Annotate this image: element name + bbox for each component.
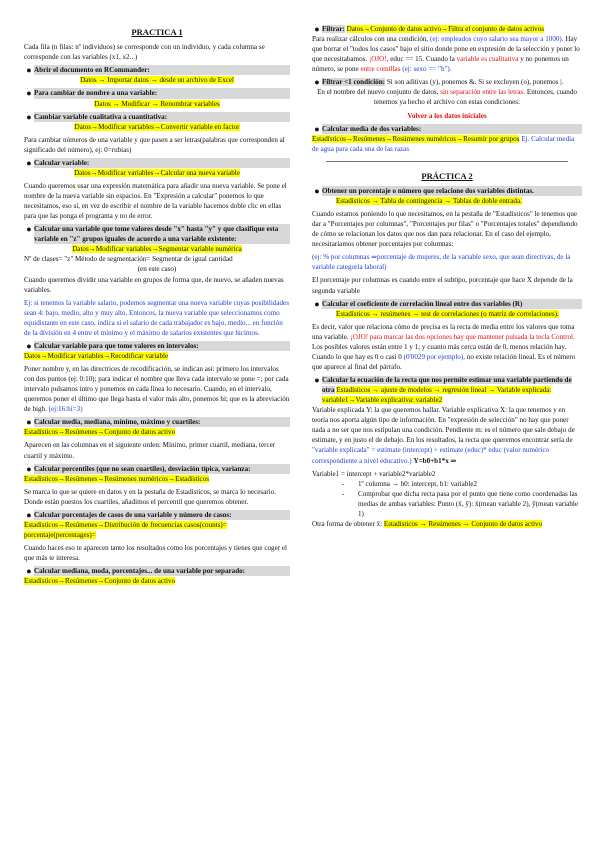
bullet-icon: ● [26,157,32,168]
s5-line1: Nº de clases= "z" Método de segmentación= Segmentar de igual cantidad [24,255,233,264]
section-divider [326,161,568,162]
s5-example: Ej: si tenemos la variable salario, podemos segmentar una nueva variable cuyas posibilidades sean 4: bajo, medio, alto y muy alto. Entonces, la nueva variable que seleccionamos como equidistante en este caso, indica si el salario de cada trabajador es bajo, medio... en función de la división en 4 entre el mínimo y el máximo de salarios existentes que hicimos. [24,298,289,337]
s1-path: Datos → Importar datos → desde un archivo de Excel [80,76,234,85]
p2s3-text: Variable explicada Y: la que queremos hallar. Variable explicativa X: la que tenemos y en teoría nos aporta algún tipo de información. En "expresión de selección" no hay que poner nada a no ser que nos estipulan una condición. Pendiente m: es el número que sale debajo de estimate, y en justo el de debajo. En los resultados, la recta que queremos encontrar sería de "variable explicada" = estimate (intercept) + estimate (educ)* educ (valor numérico correspondiente a nivel educativo.) Y=b0+b1*x ⇒ [312,406,575,465]
s5-text: Cuando queremos dividir una variable en grupos de forma que, de nuevo, se añaden nuevas variables. [24,275,284,294]
p2s1-example: (ej: % por columnas ⇒porcentaje de mujeres, de la variable sexo, que sean directivas, de la variable categoría laboral) [312,253,571,272]
s7-text: Aparecen en las columnas en el siguiente orden: Mínimo, primer cuartil, mediana, tercer cuartil y máximo. [24,441,276,460]
right-column [312,24,582,532]
bullet-icon: ● [26,65,32,76]
s1-heading: ● Abrir el documento en RCommander: [24,65,290,75]
p2s3-sub1: - 1º columna → b0: intercept, b1: variable2 [342,479,478,488]
p2s3-heading: ● Calcular la ecuación de la recta que nos permite estimar una variable partiendo de otra Estadísticos → ajuste de modelos → regresión lineal → Variable explicada: variable1→Variable explicativa: variable2 [312,375,582,405]
bullet-icon: ● [26,340,32,351]
s10-path: Estadísticos→Resúmenes→Conjunto de datos activo [24,577,176,586]
p2s2-path: Estadísticos → resúmenes → test de correlaciones (o matriz de correlaciones). [336,309,559,318]
bullet-icon: ● [26,417,32,428]
bullet-icon: ● [314,298,320,309]
filtrar2-heading: ● Filtrar <1 condición: Si son aditivas (y), ponemos &. Si se excluyen (o), ponemos |. [312,77,582,87]
bullet-icon: ● [26,88,32,99]
volver-text: Volver a los datos iniciales [407,111,487,120]
p2s3-other: Otra forma de obtener x̄: Estadísticos → Resúmenes → Conjunto de datos activo [312,519,543,528]
filtrar-heading: ● Filtrar: Datos→Conjunto de datos activo→Filtra el conjunto de datos activos [312,24,582,34]
practica1-title: PRACTICA 1 [131,27,183,37]
s3-text: Para cambiar números de una variable y que pasen a ser letras(palabras que corresponden al significado del número), ej: 0=rubias) [24,135,285,154]
p2s2-text: Es decir, valor que relaciona cómo de precisa es la recta de media entre los valores que toma una variable. ¡OJO! para marcar las dos opciones hay que mantener pulsada la tecla Control. Los posibles valores están entre 1 y 1; y cuanto más cerca están de 0, menos relación hay. Cuando lo que hay es 0 o casi 0 (0'0029 por ejemplo), no existe relación lineal. Es el número que aparece al final del párrafo. [312,322,576,371]
s5-heading: ● Calcular una variable que tome valores desde "x" hasta "y" y que clasifique esta variable en "z" grupos iguales de acuerdo a una variable existente: [24,224,290,244]
s5-line2: (en este caso) [137,265,177,274]
s9-text: Cuando haces eso te aparecen tanto los resultados como los porcentajes y tienes que coger el que más te interesa. [24,544,287,563]
bullet-icon: ● [314,77,320,88]
p2s1-text2: El porcentaje por columnas es cuando entre el subtipo, porcentaje que hace X depende de la segunda variable [312,276,573,295]
s6-text: Poner nombre y, en las directrices de recodificación, se indican así: primero los intervalos con dos puntos (ej: 0:10); para indicar el nombre que lleva cada intervalo se pone =; por cada intervalo pulsamos intro y ponemos en cada línea lo necesario. Cuando, en el intervalo, queremos poner el último que llega hasta el valor más alto, ponemos hi; que es la abreviación de high. (ej:16:hi=3) [24,365,290,414]
filtrar2-text: En el nombre del nuevo conjunto de datos, sin separación entre las letras. Entonces, cuando tenemos ya hecho el archivo con estas condiciones: [317,88,577,107]
left-column [24,26,290,589]
s4-heading: ● Calcular variable: [24,158,290,168]
p2s1-text: Cuando estamos poniendo lo que necesitamos, en la pestaña de "Estadísticos" le tenemos que dar a "Porcentajes por columnas", "Porcentajes por filas" o "Porcentajes totales" dependiendo de cómo se relacionan los datos que nos dan para relacionar. En el caso del ejemplo, necesitaríamos obtener porcentajes por columnas: [312,210,578,249]
media-path: Estadísticos→Resúmenes→Resúmenes numéricos→Resumir por grupos [312,134,520,143]
bullet-icon: ● [26,566,32,577]
s9-heading: ● Calcular porcentajes de casos de una variable y número de casos: [24,510,290,520]
intro-text: Cada fila (n filas: nº individuos) se corresponde con un individuo, y cada columna se corresponde con las variables (x1, x2...) [24,43,265,62]
s2-path: Datos → Modificar → Renombrar variables [94,99,220,108]
s4-path: Datos→Modificar variables→Calcular una nueva variable [74,168,240,177]
s3-path: Datos→Modificar variables→Convertir variable en factor [74,122,240,131]
media-heading: ● Calcular media de dos variables: [312,124,582,134]
s2-heading: ● Para cambiar de nombre a una variable: [24,88,290,98]
s8-heading: ● Calcular percentiles (que no sean cuartiles), desviación típica, varianza: [24,464,290,474]
s7-heading: ● Calcular media, mediana, mínimo, máximo y cuartiles: [24,417,290,427]
s4-text: Cuando queremos usar una expresión matemática para añadir una nueva variable. Se pone el nombre de la nueva variable sin espacios. En "Expresión a calcular" ponemos lo que necesitamos, eso sí, en vez de escribir el nombre de la variable hacemos doble clic en ellas para que las ponga el programa y no de error. [24,181,287,221]
p2s1-heading: ● Obtener un porcentaje o número que relacione dos variables distintas. [312,186,582,196]
s5-path: Datos→Modificar variables→Segmentar variable numérica [72,245,242,254]
p2s1-path: Estadísticos → Tabla de contingencia → Tablas de doble entrada. [336,197,522,206]
bullet-icon: ● [26,111,32,122]
practica2-title: PRÁCTICA 2 [421,170,473,181]
p2s2-heading: ● Calcular el coeficiente de correlación lineal entre dos variables (R) [312,299,582,309]
p2s3-sub2: - Comprobar que dicha recta pasa por el punto que tiene como coordenadas las medias de ambas variables: Punto (x̄, ȳ): x̄(mean variable 2), ȳ(mean variable 1) [342,489,579,518]
s6-heading: ● Calcular variable para que tome valores en intervalos: [24,341,290,351]
bullet-icon: ● [314,24,320,34]
s3-heading: ● Cambiar variable cualitativa a cuantitativa: [24,112,290,122]
bullet-icon: ● [314,123,320,134]
bullet-icon: ● [26,224,32,235]
s9-path: Estadísticos→Resúmenes→Distribución de frecuencias casos(counts)= porcentaje(percentages)= [24,520,227,539]
bullet-icon: ● [314,375,320,386]
s8-path: Estadísticos→Resúmenes→Resúmenes numéricos→Estadísticos [24,474,210,483]
p2s3-line: Variable1 = intercept + variable2*variable2 [312,469,436,478]
s6-path: Datos→Modificar variables→Recodificar variable [24,351,169,360]
filtrar-text: Para realizar cálculos con una condición, (ej: empleados cuyo salario sea mayor a 1000). Hay que borrar el "todos los casos" bajo el sitio donde pone en expresión de la selección y poner lo que necesitabamos. ¡OJO!, educ == 15. Cuando la variable es cualitativa y no ponemos un número, se pone entre comillas (ej: sexo == "h"). [312,35,580,74]
bullet-icon: ● [26,509,32,520]
s8-text: Se marca lo que se quiere en datos y en la pestaña de Estadísticos, se marca lo necesario. Donde están puestos los cuartiles, añadimos el percentil que queremos obtener. [24,487,276,506]
bullet-icon: ● [26,463,32,474]
s10-heading: ● Calcular mediana, moda, porcentajes... de una variable por separado: [24,566,290,576]
s7-path: Estadísticos→Resúmenes→Conjunto de datos activo [24,428,176,437]
bullet-icon: ● [314,185,320,196]
media-example: Ej. Calcular media de agua para cada una de las razas [312,134,575,153]
